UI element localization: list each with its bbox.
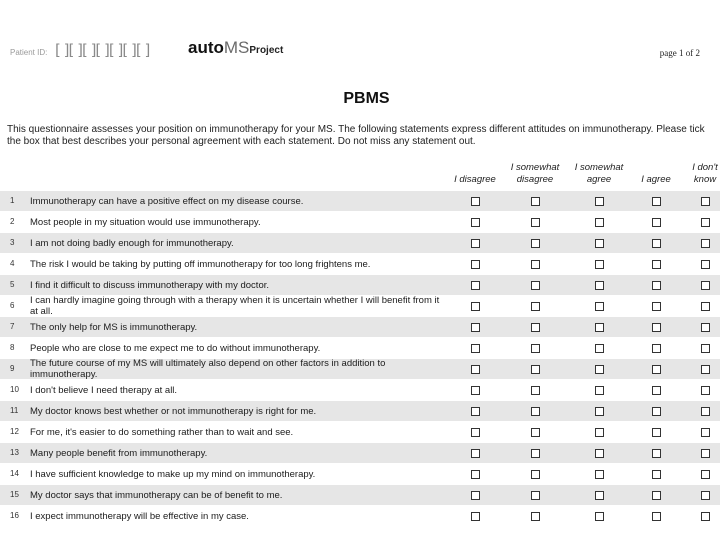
column-header: I somewhat agree — [574, 162, 624, 185]
statement-text: For me, it's easier to do something rather than to wait and see. — [30, 426, 294, 438]
statement-text: Many people benefit from immunotherapy. — [30, 447, 208, 459]
statement-number: 14 — [10, 469, 19, 478]
answer-checkbox[interactable] — [471, 260, 480, 269]
answer-checkbox[interactable] — [531, 239, 540, 248]
answer-checkbox[interactable] — [471, 218, 480, 227]
answer-checkbox[interactable] — [701, 302, 710, 311]
answer-checkbox[interactable] — [471, 281, 480, 290]
table-row — [0, 464, 720, 484]
answer-checkbox[interactable] — [471, 428, 480, 437]
table-row — [0, 380, 720, 400]
answer-checkbox[interactable] — [531, 344, 540, 353]
table-row — [0, 506, 720, 526]
answer-checkbox[interactable] — [701, 470, 710, 479]
column-header: I don't know — [692, 162, 718, 185]
answer-checkbox[interactable] — [471, 491, 480, 500]
answer-checkbox[interactable] — [652, 470, 661, 479]
answer-checkbox[interactable] — [652, 302, 661, 311]
statement-number: 9 — [10, 364, 15, 373]
statement-number: 16 — [10, 511, 19, 520]
statement-text: The future course of my MS will ultimately also depend on other factors in addition to immunotherapy. — [30, 358, 386, 380]
statement-number: 4 — [10, 259, 15, 268]
answer-checkbox[interactable] — [652, 512, 661, 521]
answer-checkbox[interactable] — [701, 218, 710, 227]
statement-text: The risk I would be taking by putting off immunotherapy for too long frightens me. — [30, 258, 371, 270]
answer-checkbox[interactable] — [652, 449, 661, 458]
table-row — [0, 359, 720, 379]
automs-logo — [188, 38, 283, 58]
table-row — [0, 422, 720, 442]
statement-number: 8 — [10, 343, 15, 352]
logo-auto-text: auto — [188, 38, 224, 57]
logo-ms-text: MS — [223, 38, 250, 57]
answer-checkbox[interactable] — [652, 386, 661, 395]
answer-checkbox[interactable] — [701, 344, 710, 353]
answer-checkbox[interactable] — [652, 323, 661, 332]
table-row — [0, 443, 720, 463]
answer-checkbox[interactable] — [595, 386, 604, 395]
statement-text: I have sufficient knowledge to make up my mind on immunotherapy. — [30, 468, 316, 480]
statement-number: 3 — [10, 238, 15, 247]
statement-number: 10 — [10, 385, 19, 394]
statement-number: 12 — [10, 427, 19, 436]
answer-checkbox[interactable] — [595, 323, 604, 332]
statement-text: I expect immunotherapy will be effective in my case. — [30, 510, 249, 522]
table-row — [0, 191, 720, 211]
answer-checkbox[interactable] — [531, 365, 540, 374]
answer-checkbox[interactable] — [652, 281, 661, 290]
answer-checkbox[interactable] — [701, 281, 710, 290]
answer-checkbox[interactable] — [471, 512, 480, 521]
patient-id-boxes[interactable]: [ ][ ][ ][ ][ ][ ][ ] — [55, 41, 150, 59]
answer-checkbox[interactable] — [701, 428, 710, 437]
answer-checkbox[interactable] — [701, 449, 710, 458]
answer-checkbox[interactable] — [531, 512, 540, 521]
answer-checkbox[interactable] — [701, 491, 710, 500]
answer-checkbox[interactable] — [701, 365, 710, 374]
answer-checkbox[interactable] — [652, 491, 661, 500]
answer-checkbox[interactable] — [595, 302, 604, 311]
table-row — [0, 212, 720, 232]
answer-checkbox[interactable] — [595, 470, 604, 479]
table-row — [0, 254, 720, 274]
statement-number: 5 — [10, 280, 15, 289]
column-header: I agree — [641, 174, 671, 185]
answer-checkbox[interactable] — [701, 323, 710, 332]
table-row — [0, 296, 720, 316]
column-header: I disagree — [454, 174, 496, 185]
statement-number: 13 — [10, 448, 19, 457]
answer-checkbox[interactable] — [701, 260, 710, 269]
answer-checkbox[interactable] — [595, 365, 604, 374]
patient-id-label: Patient ID: — [10, 48, 48, 57]
statement-text: Immunotherapy can have a positive effect on my disease course. — [30, 195, 304, 207]
answer-checkbox[interactable] — [531, 470, 540, 479]
answer-checkbox[interactable] — [471, 302, 480, 311]
answer-checkbox[interactable] — [701, 197, 710, 206]
answer-checkbox[interactable] — [595, 197, 604, 206]
answer-checkbox[interactable] — [595, 218, 604, 227]
answer-checkbox[interactable] — [471, 386, 480, 395]
answer-checkbox[interactable] — [595, 491, 604, 500]
table-row — [0, 338, 720, 358]
answer-checkbox[interactable] — [652, 407, 661, 416]
answer-checkbox[interactable] — [652, 344, 661, 353]
answer-checkbox[interactable] — [652, 365, 661, 374]
answer-checkbox[interactable] — [595, 239, 604, 248]
answer-checkbox[interactable] — [595, 281, 604, 290]
statement-text: People who are close to me expect me to do without immunotherapy. — [30, 342, 321, 354]
answer-checkbox[interactable] — [471, 323, 480, 332]
statement-number: 1 — [10, 196, 15, 205]
statement-number: 7 — [10, 322, 15, 331]
answer-checkbox[interactable] — [531, 323, 540, 332]
answer-checkbox[interactable] — [595, 407, 604, 416]
answer-checkbox[interactable] — [531, 386, 540, 395]
page-title: PBMS — [343, 90, 390, 107]
answer-checkbox[interactable] — [531, 197, 540, 206]
answer-checkbox[interactable] — [701, 386, 710, 395]
answer-checkbox[interactable] — [531, 449, 540, 458]
table-row — [0, 401, 720, 421]
answer-checkbox[interactable] — [531, 260, 540, 269]
answer-checkbox[interactable] — [652, 239, 661, 248]
statement-text: I don't believe I need therapy at all. — [30, 384, 178, 396]
statement-text: The only help for MS is immunotherapy. — [30, 321, 198, 333]
statement-number: 11 — [10, 406, 19, 415]
answer-checkbox[interactable] — [652, 197, 661, 206]
answer-checkbox[interactable] — [701, 512, 710, 521]
column-header: I somewhat disagree — [510, 162, 560, 185]
answer-checkbox[interactable] — [701, 239, 710, 248]
answer-checkbox[interactable] — [531, 407, 540, 416]
answer-checkbox[interactable] — [471, 197, 480, 206]
answer-checkbox[interactable] — [531, 281, 540, 290]
answer-checkbox[interactable] — [471, 365, 480, 374]
answer-checkbox[interactable] — [471, 239, 480, 248]
statement-text: I can hardly imagine going through with a therapy when it is uncertain whether I will benefit from it at all. — [30, 295, 440, 317]
table-row — [0, 233, 720, 253]
answer-checkbox[interactable] — [471, 470, 480, 479]
answer-checkbox[interactable] — [471, 407, 480, 416]
statement-number: 2 — [10, 217, 15, 226]
table-row — [0, 275, 720, 295]
answer-checkbox[interactable] — [531, 302, 540, 311]
statement-number: 6 — [10, 301, 15, 310]
answer-checkbox[interactable] — [471, 449, 480, 458]
answer-checkbox[interactable] — [595, 428, 604, 437]
answer-checkbox[interactable] — [652, 218, 661, 227]
page-number: page 1 of 2 — [659, 48, 700, 58]
answer-checkbox[interactable] — [652, 428, 661, 437]
table-row — [0, 317, 720, 337]
answer-checkbox[interactable] — [471, 344, 480, 353]
answer-checkbox[interactable] — [531, 491, 540, 500]
page-header — [0, 36, 720, 66]
table-row — [0, 485, 720, 505]
answer-checkbox[interactable] — [595, 512, 604, 521]
answer-checkbox[interactable] — [595, 344, 604, 353]
answer-checkbox[interactable] — [652, 260, 661, 269]
answer-checkbox[interactable] — [531, 428, 540, 437]
answer-checkbox[interactable] — [595, 260, 604, 269]
statement-text: I find it difficult to discuss immunotherapy with my doctor. — [30, 279, 270, 291]
statement-text: My doctor says that immunotherapy can be of benefit to me. — [30, 489, 283, 501]
statement-text: I am not doing badly enough for immunotherapy. — [30, 237, 234, 249]
logo-project-text: Project — [249, 45, 284, 56]
answer-checkbox[interactable] — [595, 449, 604, 458]
statement-text: Most people in my situation would use immunotherapy. — [30, 216, 261, 228]
answer-checkbox[interactable] — [701, 407, 710, 416]
answer-checkbox[interactable] — [531, 218, 540, 227]
intro-text: This questionnaire assesses your position on immunotherapy for your MS. The following statements express different attitudes on immunotherapy. Please tick the box that best describes your personal agreement with each statement. Do not miss any statement out. — [7, 124, 705, 147]
statement-number: 15 — [10, 490, 19, 499]
statement-text: My doctor knows best whether or not immunotherapy is right for me. — [30, 405, 317, 417]
